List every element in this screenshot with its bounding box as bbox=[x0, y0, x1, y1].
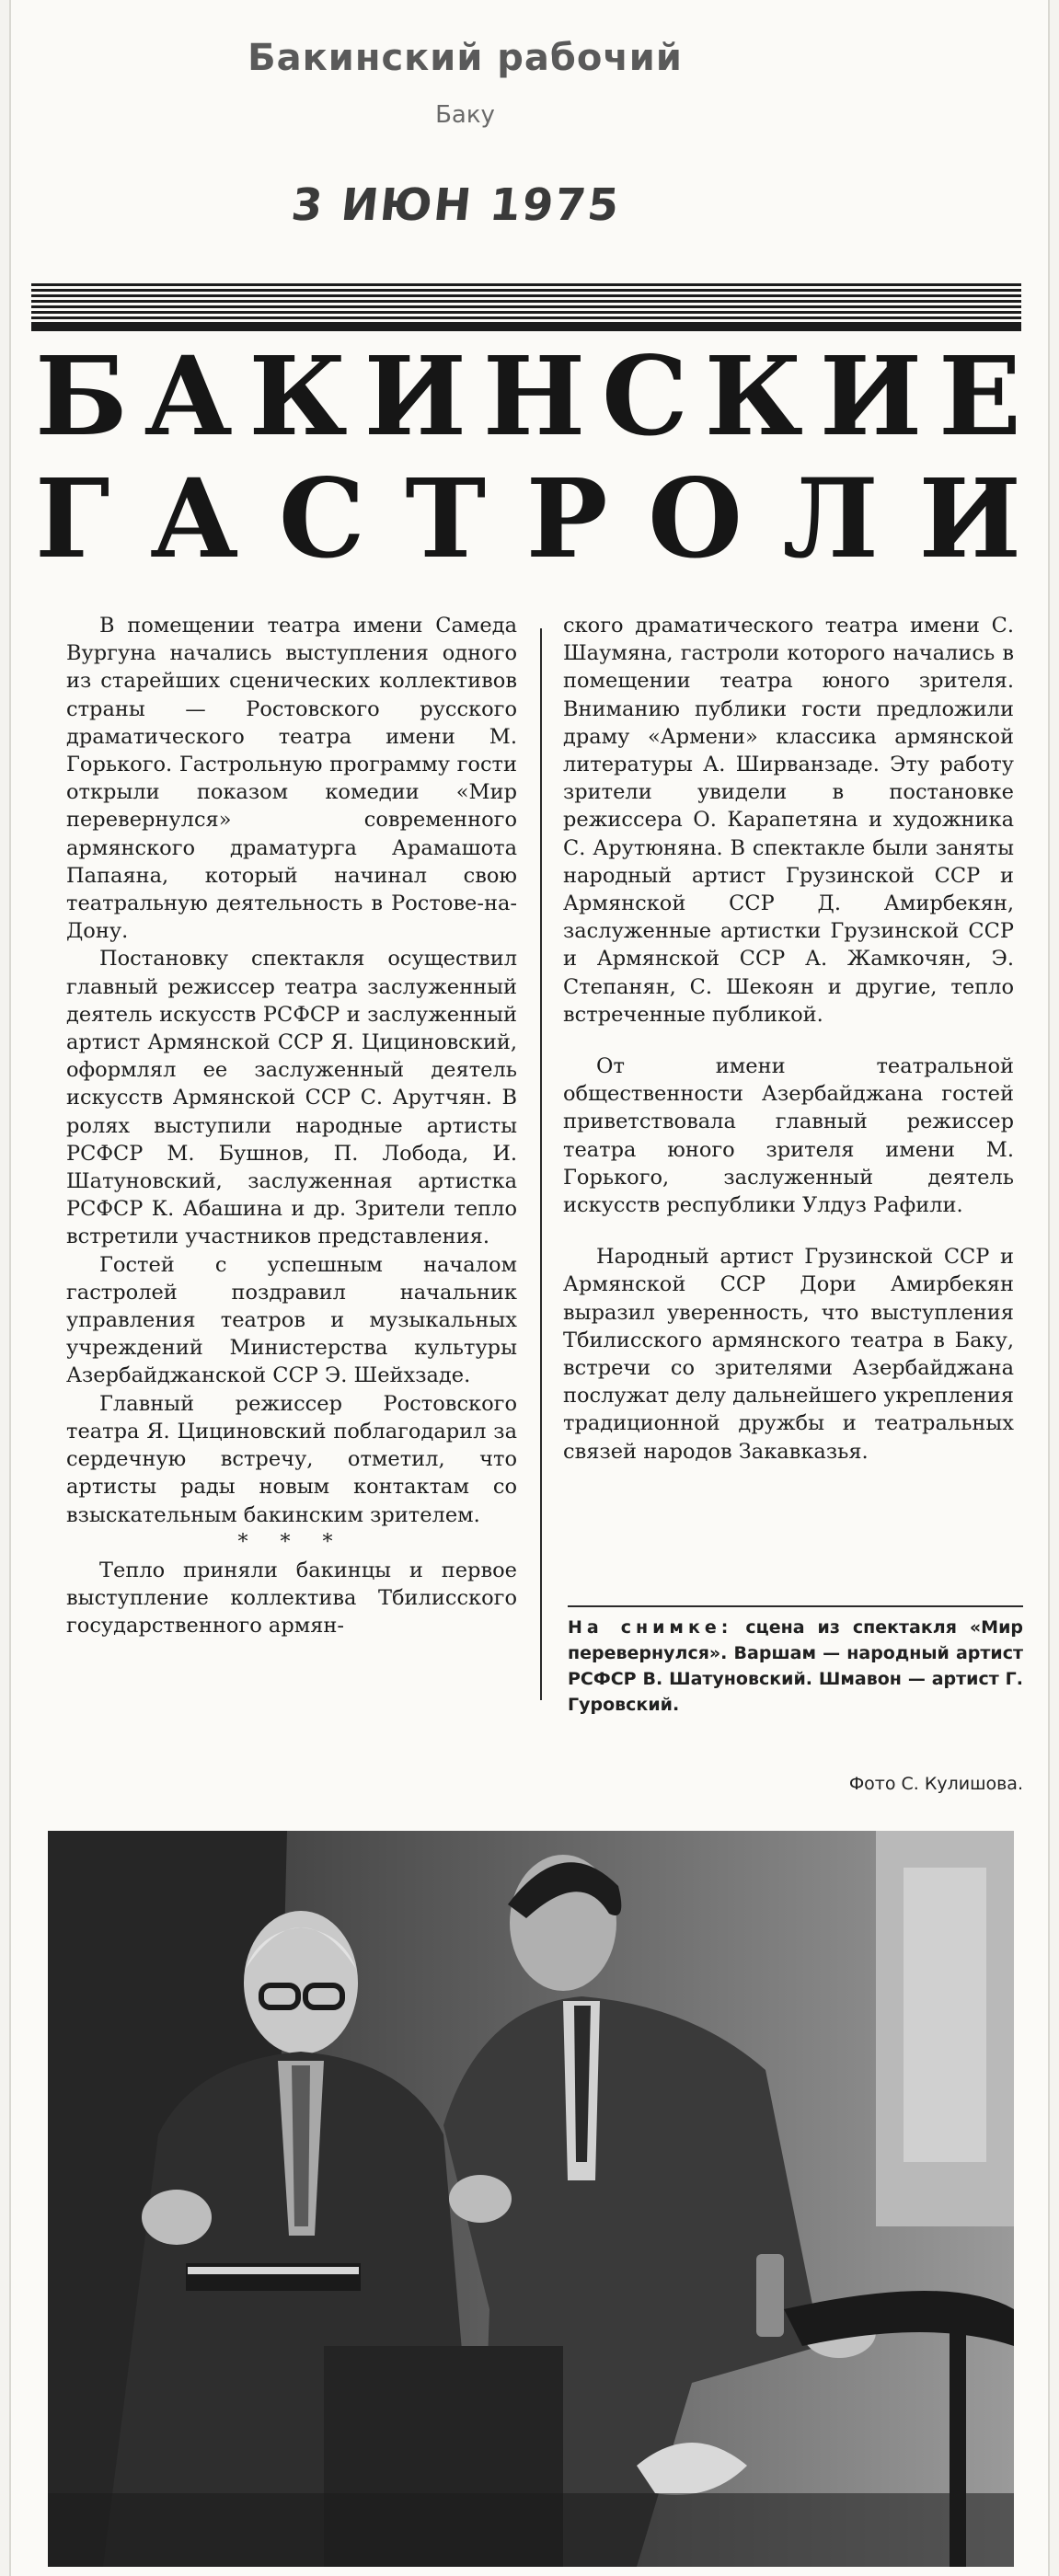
article-paragraph: Главный режиссер Ростовского театра Я. Цициновский поблагодарил за сердечную встречу, отметил, что артисты рады новым контактам со взыскательным бакинским зрителем. bbox=[66, 1391, 517, 1527]
caption-rule bbox=[568, 1605, 1023, 1607]
headline-letter: И bbox=[918, 454, 1021, 582]
headline-line-2 bbox=[35, 454, 1021, 582]
headline-letter: И bbox=[819, 332, 923, 460]
article-paragraph: Постановку спектакля осуществил главный режиссер театра заслуженный деятель искусств РСФСР и заслуженный артист Армянской ССР Я. Цициновский, оформлял ее заслуженный деятель искусств Армянской ССР С. Арутчян. В ролях выступили народные артисты РСФСР М. Бушнов, П. Лобода, И. Шатуновский, заслуженная артистка РСФСР К. Абашина и др. Зрители тепло встретили участников представления. bbox=[66, 947, 517, 1249]
photo-credit: Фото С. Кулишова. bbox=[848, 1774, 1023, 1794]
city-stamp: Баку bbox=[435, 101, 495, 129]
article-paragraph: От имени театральной общественности Азербайджана гостей приветствовала главный режиссер театра юного зрителя имени М. Горького, заслуженный деятель искусств республики Улдуз Рафили. bbox=[563, 1054, 1014, 1218]
headline-letter: А bbox=[144, 332, 233, 460]
headline-letter: Р bbox=[525, 454, 608, 582]
headline-line-1 bbox=[35, 332, 1021, 460]
article-column-right bbox=[563, 612, 1014, 1466]
headline-letter: О bbox=[648, 454, 742, 582]
headline-letter: И bbox=[363, 332, 466, 460]
headline-letter: Н bbox=[482, 332, 586, 460]
headline-letter: Б bbox=[35, 332, 128, 460]
headline-letter: А bbox=[150, 454, 239, 582]
article-paragraph: Народный артист Грузинской ССР и Армянской ССР Дори Амирбекян выразил уверенность, что выступления Тбилисского армянского театра в Баку, встречи со зрителями Азербайджана послужат делу дальнейшего укрепления традиционной дружбы и театральных связей народов Закавказья. bbox=[563, 1245, 1014, 1464]
date-stamp: 3 ИЮН 1975 bbox=[288, 179, 623, 231]
header-rule bbox=[31, 283, 1021, 324]
article-body bbox=[66, 612, 1023, 1734]
caption-lead: На снимке: bbox=[568, 1617, 733, 1638]
article-paragraph: Тепло приняли бакинцы и первое выступление коллектива Тбилисского государственного армян- bbox=[66, 1558, 517, 1639]
newspaper-clipping bbox=[9, 0, 1050, 2576]
article-column-left bbox=[66, 612, 517, 1639]
section-separator: * * * bbox=[237, 1530, 346, 1554]
headline-letter: Л bbox=[782, 454, 879, 582]
column-divider bbox=[540, 628, 542, 1700]
newspaper-name-stamp: Бакинский рабочий bbox=[247, 37, 683, 79]
article-paragraph: В помещении театра имени Самеда Вургуна начались выступления одного из старейших сценических коллективов страны — Ростовского русского драматического театра имени М. Горького. Гастрольную программу гости открыли показом комедии «Мир перевернулся» современного армянского драматурга Арамашота Папаяна, который начинал свою театральную деятельность в Ростове-на-Дону. bbox=[66, 614, 517, 944]
play-scene-photo bbox=[48, 1831, 1014, 2567]
photo-illustration bbox=[48, 1831, 1014, 2567]
caption-text: сцена из спектакля «Мир перевернулся». Варшам — народный артист РСФСР В. Шатуновский. Шмавон — артист Г. Гуровский. bbox=[568, 1617, 1023, 1715]
headline-letter: К bbox=[704, 332, 803, 460]
headline-letter: Т bbox=[405, 454, 487, 582]
headline-letter: С bbox=[601, 332, 688, 460]
headline-letter: Г bbox=[35, 454, 110, 582]
headline-letter: С bbox=[278, 454, 365, 582]
headline-letter: К bbox=[248, 332, 348, 460]
headline-letter: Е bbox=[938, 332, 1021, 460]
header-rule-thick bbox=[31, 324, 1021, 331]
article-paragraph: ского драматического театра имени С. Шаумяна, гастроли которого начались в помещении театра юного зрителя. Вниманию публики гости предложили драму «Армени» классика армянской литературы А. Ширванзаде. Эту работу зрители увидели в постановке режиссера О. Карапетяна и художника С. Арутюняна. В спектакле были заняты народный артист Грузинской ССР и Армянской ССР Д. Амирбекян, заслуженные артистки Грузинской ССР и Армянской ССР А. Жамкочян, Э. Степанян, С. Шекоян и другие, тепло встреченные публикой. bbox=[563, 614, 1014, 1027]
article-paragraph: Гостей с успешным началом гастролей поздравил начальник управления театров и музыкальных учреждений Министерства культуры Азербайджанской ССР Э. Шейхзаде. bbox=[66, 1252, 517, 1388]
photo-caption bbox=[568, 1615, 1023, 1718]
